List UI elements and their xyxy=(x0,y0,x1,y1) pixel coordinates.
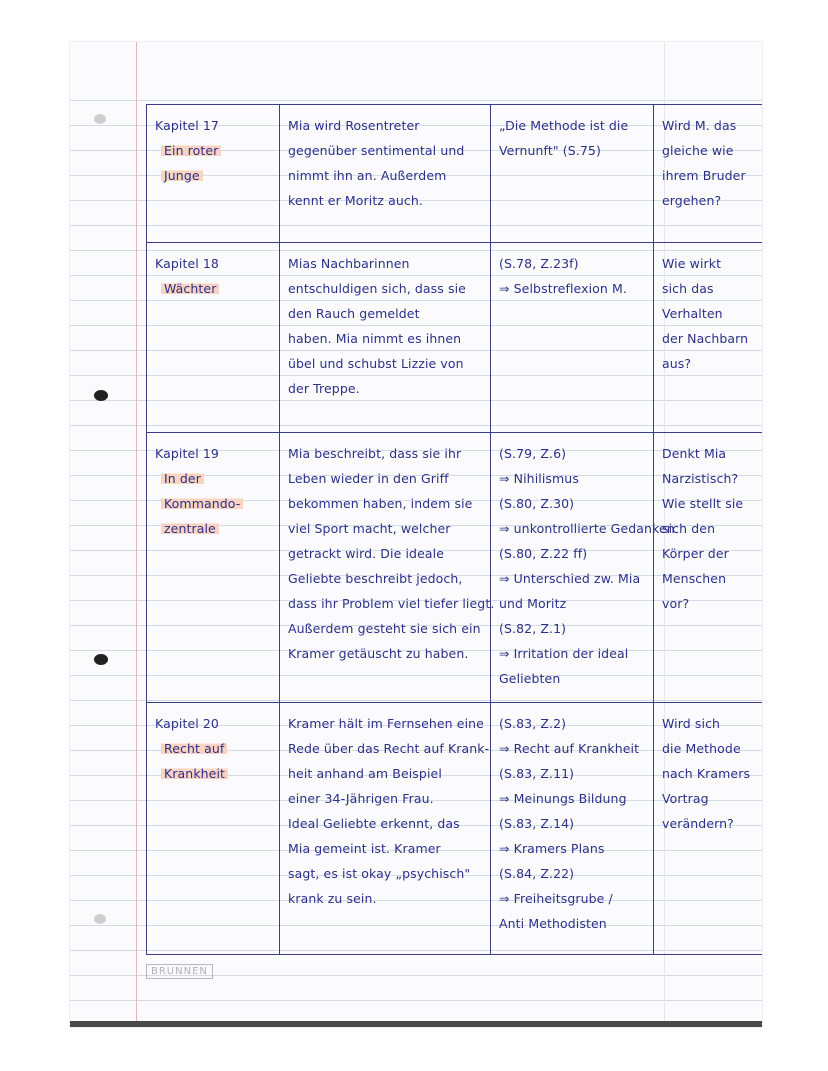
text-line: ⇒ Irritation der ideal xyxy=(499,646,629,661)
text-line: Menschen xyxy=(662,571,727,586)
text-line: dass ihr Problem viel tiefer liegt. xyxy=(288,596,495,611)
text-line: (S.83, Z.11) xyxy=(499,766,575,781)
text-line: ⇒ Freiheitsgrube / xyxy=(499,891,613,906)
chapter-title-line xyxy=(155,466,273,491)
chapter-cell xyxy=(147,243,280,433)
chapter-title-line xyxy=(155,491,273,516)
text-line: Geliebte beschreibt jedoch, xyxy=(288,571,463,586)
text-line: Ideal Geliebte erkennt, das xyxy=(288,816,460,831)
text-line: nach Kramers xyxy=(662,766,751,781)
highlighted-title: Krankheit xyxy=(161,766,228,781)
text-line: ⇒ unkontrollierte Gedanken xyxy=(499,521,675,536)
text-line: Leben wieder in den Griff xyxy=(288,471,449,486)
questions-cell xyxy=(654,105,763,243)
text-line: Kramer getäuscht zu haben. xyxy=(288,646,469,661)
text-line: der Treppe. xyxy=(288,381,360,396)
text-line: (S.80, Z.22 ff) xyxy=(499,546,588,561)
text-line: (S.79, Z.6) xyxy=(499,446,567,461)
text-line: und Moritz xyxy=(499,596,567,611)
text-line: Anti Methodisten xyxy=(499,916,607,931)
text-line: einer 34-Jährigen Frau. xyxy=(288,791,434,806)
notebook-page xyxy=(70,42,762,1027)
text-line: Denkt Mia xyxy=(662,446,727,461)
text-line: Vernunft" (S.75) xyxy=(499,143,601,158)
text-line: Wie wirkt xyxy=(662,256,722,271)
questions-cell xyxy=(654,243,763,433)
punch-hole-3 xyxy=(94,654,108,665)
text-line: sich den xyxy=(662,521,716,536)
chapter-title-line xyxy=(155,276,273,301)
text-line: Vortrag xyxy=(662,791,709,806)
text-line: ⇒ Recht auf Krankheit xyxy=(499,741,640,756)
text-line: getrackt wird. Die ideale xyxy=(288,546,444,561)
table-row xyxy=(147,105,763,243)
text-line: die Methode xyxy=(662,741,741,756)
summary-cell xyxy=(280,433,495,703)
text-line: Mia beschreibt, dass sie ihr xyxy=(288,446,462,461)
questions-cell xyxy=(654,703,763,955)
summary-cell xyxy=(280,243,491,433)
text-line: Körper der xyxy=(662,546,729,561)
text-line: Wird sich xyxy=(662,716,721,731)
text-line: (S.84, Z.22) xyxy=(499,866,575,881)
text-line: viel Sport macht, welcher xyxy=(288,521,451,536)
text-line: heit anhand am Beispiel xyxy=(288,766,442,781)
text-line: nimmt ihn an. Außerdem xyxy=(288,168,447,183)
chapter-title-line xyxy=(155,516,273,541)
brand-logo: BRUNNEN xyxy=(146,964,213,979)
highlighted-title: Recht auf xyxy=(161,741,227,756)
text-line: ⇒ Unterschied zw. Mia xyxy=(499,571,641,586)
highlighted-title: In der xyxy=(161,471,204,486)
chapter-cell xyxy=(147,105,280,243)
punch-hole-4 xyxy=(94,914,106,924)
text-line: ergehen? xyxy=(662,193,722,208)
text-line: Kramer hält im Fernsehen eine xyxy=(288,716,484,731)
text-line: Verhalten xyxy=(662,306,723,321)
questions-cell xyxy=(654,433,763,703)
highlighted-title: Junge xyxy=(161,168,203,183)
quotes-cell xyxy=(491,703,654,955)
table-row xyxy=(147,433,763,703)
text-line: Narzistisch? xyxy=(662,471,739,486)
highlighted-title: Ein roter xyxy=(161,143,221,158)
text-line: kennt er Moritz auch. xyxy=(288,193,423,208)
text-line: gegenüber sentimental und xyxy=(288,143,465,158)
text-line: haben. Mia nimmt es ihnen xyxy=(288,331,462,346)
summary-cell xyxy=(280,105,491,243)
page-header-band xyxy=(70,42,762,76)
chapter-number: Kapitel 20 xyxy=(155,716,219,731)
chapter-title-line xyxy=(155,138,273,163)
text-line: ⇒ Selbstreflexion M. xyxy=(499,281,627,296)
text-line: ihrem Bruder xyxy=(662,168,746,183)
text-line: (S.80, Z.30) xyxy=(499,496,575,511)
margin-line xyxy=(136,42,137,1027)
text-line: krank zu sein. xyxy=(288,891,377,906)
table-row xyxy=(147,703,763,955)
text-line: Mia gemeint ist. Kramer xyxy=(288,841,441,856)
page-bottom-edge xyxy=(70,1021,762,1027)
chapter-title-line xyxy=(155,736,273,761)
summary-cell xyxy=(280,703,491,955)
text-line: verändern? xyxy=(662,816,734,831)
text-line: Rede über das Recht auf Krank- xyxy=(288,741,490,756)
text-line: ⇒ Meinungs Bildung xyxy=(499,791,627,806)
chapter-cell xyxy=(147,433,280,703)
text-line: Wie stellt sie xyxy=(662,496,744,511)
chapter-number: Kapitel 19 xyxy=(155,446,219,461)
text-line: der Nachbarn xyxy=(662,331,749,346)
text-line: Mias Nachbarinnen xyxy=(288,256,410,271)
text-line: gleiche wie xyxy=(662,143,734,158)
text-line: vor? xyxy=(662,596,690,611)
text-line: Geliebten xyxy=(499,671,561,686)
chapter-number: Kapitel 18 xyxy=(155,256,219,271)
text-line: sich das xyxy=(662,281,714,296)
text-line: Außerdem gesteht sie sich ein xyxy=(288,621,481,636)
chapter-cell xyxy=(147,703,280,955)
text-line: sagt, es ist okay „psychisch" xyxy=(288,866,471,881)
highlighted-title: Kommando- xyxy=(161,496,243,511)
table-row xyxy=(147,243,763,433)
text-line: Wird M. das xyxy=(662,118,737,133)
text-line: „Die Methode ist die xyxy=(499,118,629,133)
text-line: bekommen haben, indem sie xyxy=(288,496,473,511)
punch-hole-2 xyxy=(94,390,108,401)
text-line: aus? xyxy=(662,356,692,371)
text-line: übel und schubst Lizzie von xyxy=(288,356,464,371)
notes-table xyxy=(146,104,762,955)
chapter-number: Kapitel 17 xyxy=(155,118,219,133)
text-line: ⇒ Kramers Plans xyxy=(499,841,605,856)
text-line: ⇒ Nihilismus xyxy=(499,471,579,486)
text-line: (S.83, Z.14) xyxy=(499,816,575,831)
quotes-cell xyxy=(491,433,675,703)
text-line: entschuldigen sich, dass sie xyxy=(288,281,466,296)
text-line: (S.78, Z.23f) xyxy=(499,256,579,271)
text-line: (S.83, Z.2) xyxy=(499,716,567,731)
quotes-cell xyxy=(491,243,654,433)
text-line: (S.82, Z.1) xyxy=(499,621,567,636)
chapter-title-line xyxy=(155,163,273,188)
quotes-cell xyxy=(491,105,654,243)
text-line: Mia wird Rosentreter xyxy=(288,118,420,133)
punch-hole-1 xyxy=(94,114,106,124)
highlighted-title: zentrale xyxy=(161,521,219,536)
highlighted-title: Wächter xyxy=(161,281,219,296)
chapter-title-line xyxy=(155,761,273,786)
text-line: den Rauch gemeldet xyxy=(288,306,420,321)
